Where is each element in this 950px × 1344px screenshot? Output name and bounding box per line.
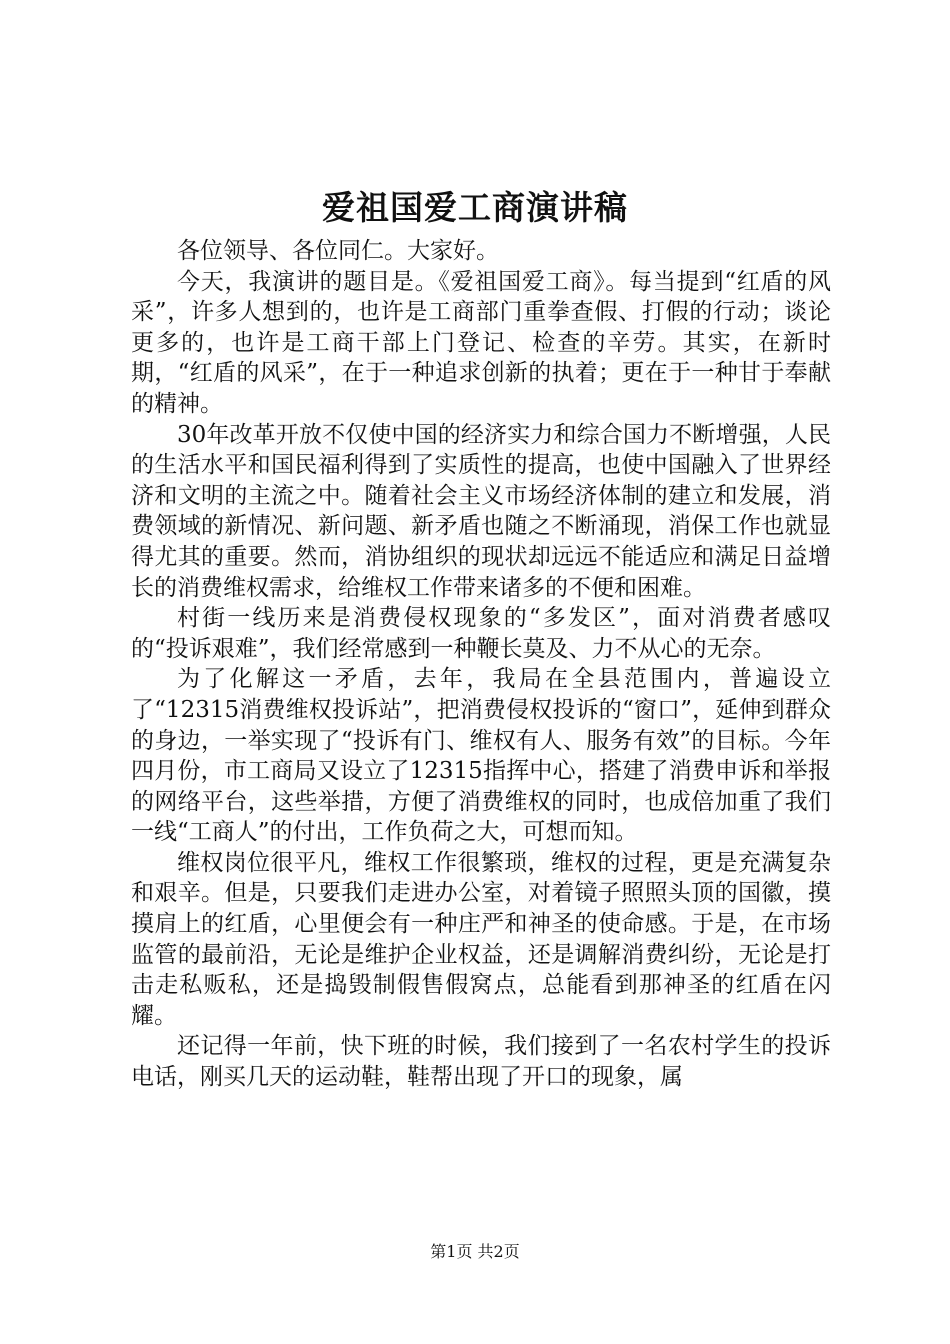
paragraph-post: 维权岗位很平凡，维权工作很繁琐，维权的过程，更是充满复杂和艰辛。但是，只要我们走进办公室，对着镜子照照头顶的国徽，摸摸肩上的红盾，心里便会有一种庄严和神圣的使命感。于是，在市场监管的最前沿，无论是维护企业权益，还是调解消费纠纷，无论是打击走私贩私，还是捣毁制假售假窝点，总能看到那神圣的红盾在闪耀。	[131, 849, 831, 1029]
paragraph-village: 村街一线历来是消费侵权现象的“多发区”，面对消费者感叹的“投诉艰难”，我们经常感到一种鞭长莫及、力不从心的无奈。	[131, 605, 831, 662]
document-title: 爱祖国爱工商演讲稿	[322, 188, 628, 227]
paragraph-memory: 还记得一年前，快下班的时候，我们接到了一名农村学生的投诉电话，刚买几天的运动鞋，鞋帮出现了开口的现象，属	[131, 1033, 831, 1091]
paragraph-reform: 30年改革开放不仅使中国的经济实力和综合国力不断增强，人民的生活水平和国民福利得到了实质性的提高，也使中国融入了世界经济和文明的主流之中。随着社会主义市场经济体制的建立和发展，消费领域的新情况、新问题、新矛盾也随之不断涌现，消保工作也就显得尤其的重要。然而，消协组织的现状却远远不能适应和满足日益增长的消费维权需求，给维权工作带来诸多的不便和困难。	[131, 421, 831, 601]
paragraph-topic: 今天，我演讲的题目是。《爱祖国爱工商》。每当提到“红盾的风采”，许多人想到的，也许是工商部门重拳查假、打假的行动；谈论更多的，也许是工商干部上门登记、检查的辛劳。其实，在新时期，“红盾的风采”，在于一种追求创新的执着；更在于一种甘于奉献的精神。	[131, 268, 831, 417]
document-body	[131, 236, 831, 1093]
paragraph-greeting: 各位领导、各位同仁。大家好。	[177, 238, 499, 264]
page-footer: 第1页 共2页	[430, 1242, 520, 1261]
paragraph-12315: 为了化解这一矛盾，去年，我局在全县范围内，普遍设立了“12315消费维权投诉站”，把消费侵权投诉的“窗口”，延伸到群众的身边，一举实现了“投诉有门、维权有人、服务有效”的目标。今年四月份，市工商局又设立了12315指挥中心，搭建了消费申诉和举报的网络平台，这些举措，方便了消费维权的同时，也成倍加重了我们一线“工商人”的付出，工作负荷之大，可想而知。	[131, 666, 831, 846]
